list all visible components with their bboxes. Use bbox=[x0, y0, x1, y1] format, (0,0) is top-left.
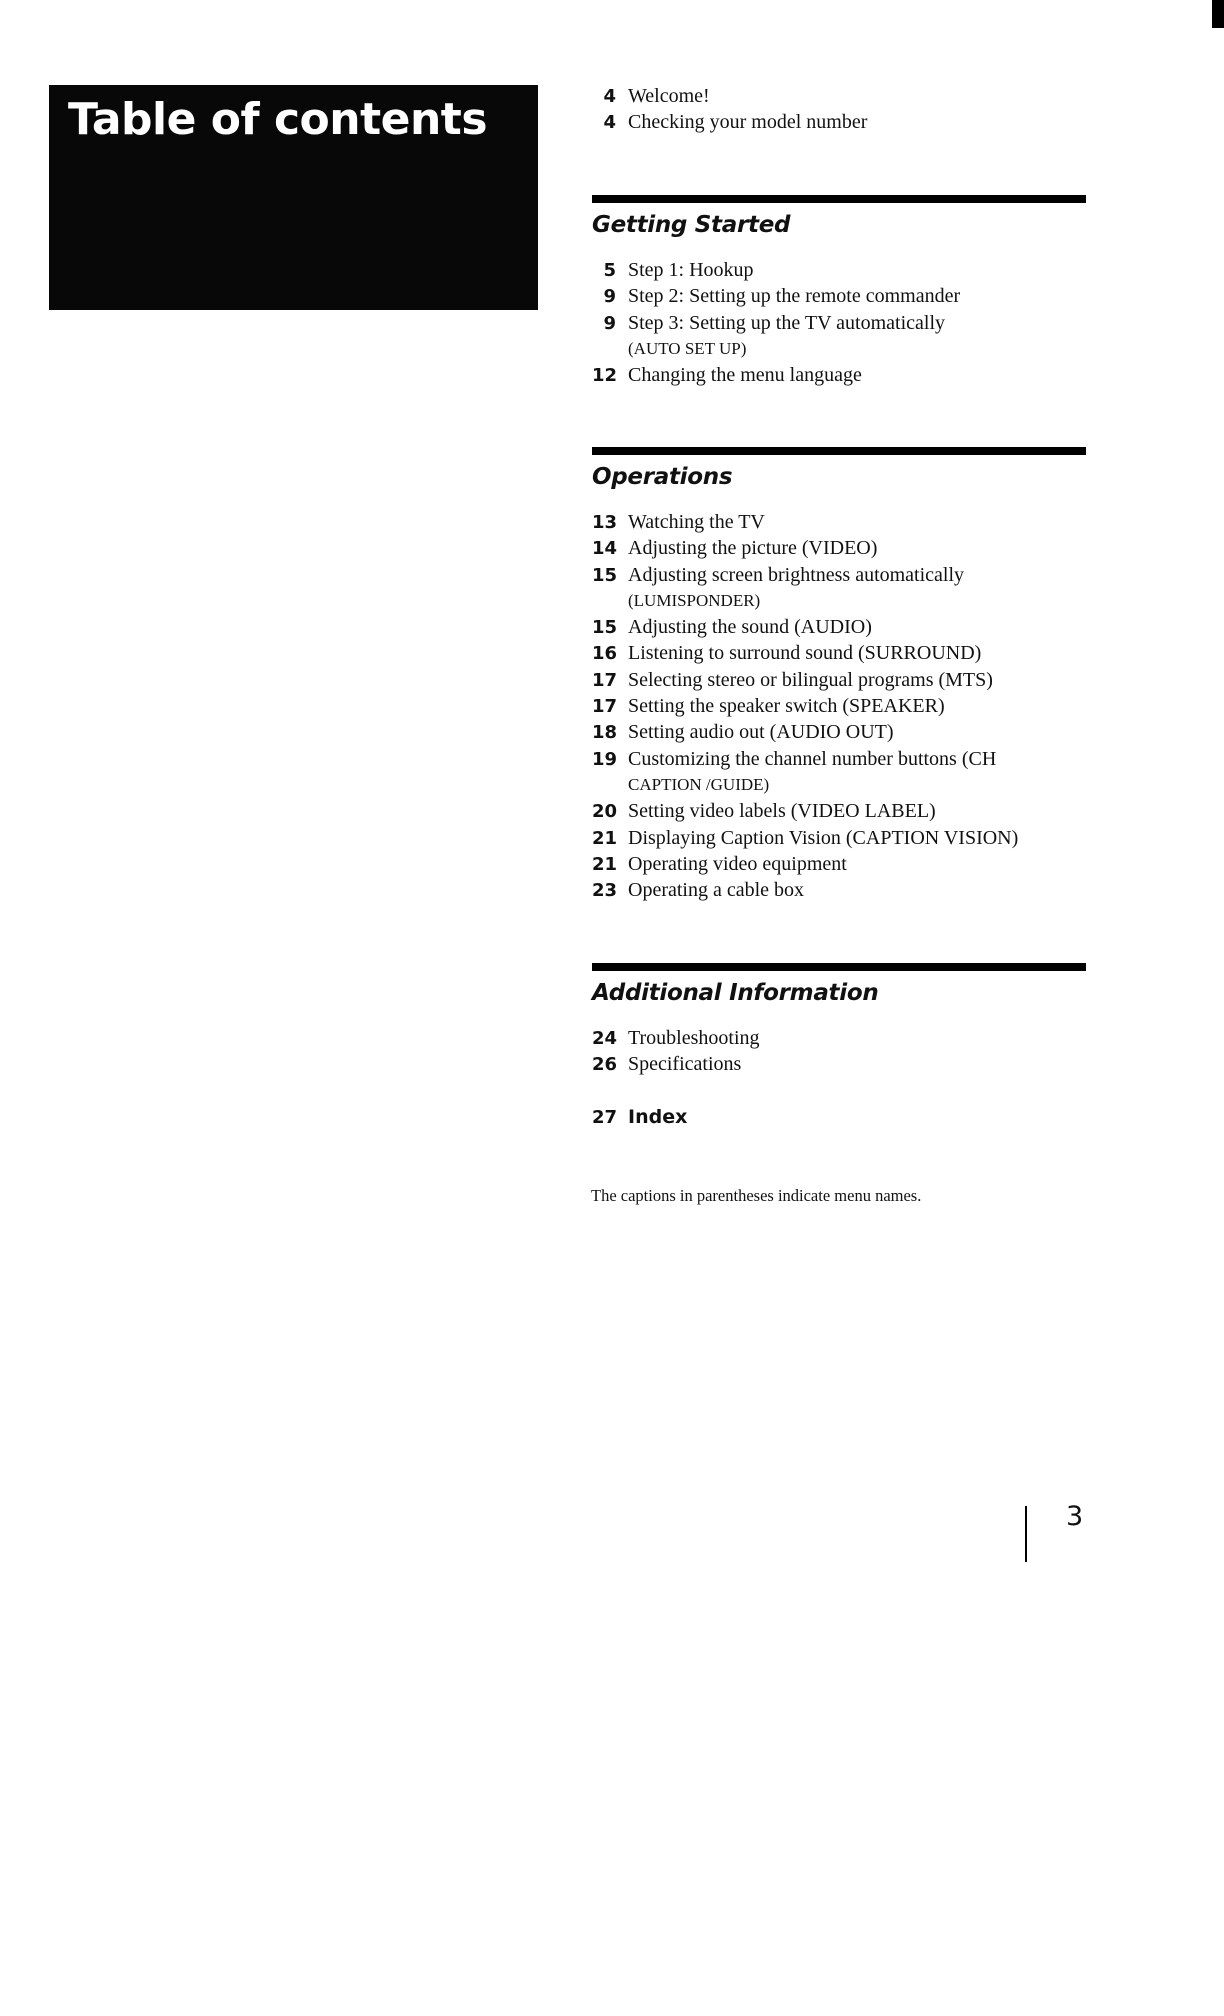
section-list bbox=[592, 257, 1086, 388]
toc-entry-title: Step 1: Hookup bbox=[628, 259, 754, 281]
toc-entry-title: Checking your model number bbox=[628, 111, 868, 134]
toc-entry[interactable] bbox=[592, 614, 1086, 640]
toc-page-number: 27 bbox=[592, 1106, 618, 1128]
section-additional-information bbox=[592, 963, 1086, 1130]
toc-entry-title: Troubleshooting bbox=[628, 1027, 760, 1049]
section-heading: Operations bbox=[592, 464, 733, 490]
section-operations bbox=[592, 447, 1086, 903]
toc-entry[interactable] bbox=[592, 562, 1086, 588]
toc-entry-title: Setting video labels (VIDEO LABEL) bbox=[628, 800, 936, 823]
intro-list bbox=[592, 83, 1086, 136]
toc-entry-title: Operating video equipment bbox=[628, 852, 847, 875]
toc-page-number: 26 bbox=[592, 1054, 618, 1076]
toc-entry-title: Specifications bbox=[628, 1053, 742, 1076]
title-banner bbox=[49, 85, 538, 310]
toc-page-number: 21 bbox=[592, 853, 618, 875]
toc-page-number: 17 bbox=[592, 669, 618, 691]
toc-entry-continuation: CAPTION /GUIDE) bbox=[628, 774, 770, 794]
toc-entry[interactable] bbox=[592, 746, 1086, 772]
toc-entry[interactable] bbox=[592, 509, 1086, 535]
section-rule bbox=[592, 195, 1086, 203]
toc-entry[interactable] bbox=[592, 719, 1086, 745]
toc-page-number: 15 bbox=[592, 564, 618, 586]
toc-entry-index[interactable] bbox=[592, 1104, 1086, 1130]
toc-entry-title: Welcome! bbox=[628, 85, 710, 107]
page-number: 3 bbox=[1066, 1501, 1084, 1532]
section-getting-started bbox=[592, 195, 1086, 388]
toc-entry-title: Setting the speaker switch (SPEAKER) bbox=[628, 695, 945, 718]
toc-entry[interactable] bbox=[592, 798, 1086, 824]
toc-page-number: 12 bbox=[592, 365, 618, 387]
toc-entry-title: Customizing the channel number buttons (CH bbox=[628, 747, 997, 770]
toc-page-number: 4 bbox=[603, 112, 616, 134]
toc-entry[interactable] bbox=[592, 109, 1086, 135]
toc-page-number: 18 bbox=[592, 722, 618, 744]
toc-entry-title: Adjusting the sound (AUDIO) bbox=[628, 616, 872, 639]
toc-entry-title: Selecting stereo or bilingual programs (MTS) bbox=[628, 668, 993, 691]
section-list bbox=[592, 509, 1086, 903]
toc-entry-title: Operating a cable box bbox=[628, 879, 805, 902]
toc-entry-title: Watching the TV bbox=[628, 511, 765, 533]
toc-entry-title: Step 3: Setting up the TV automatically bbox=[628, 311, 946, 334]
toc-page-number: 4 bbox=[603, 86, 616, 107]
toc-entry-title: Changing the menu language bbox=[628, 364, 862, 387]
toc-entry[interactable] bbox=[592, 535, 1086, 561]
corner-registration-mark bbox=[1212, 0, 1224, 28]
toc-page-number: 9 bbox=[603, 312, 616, 334]
toc-page-number: 9 bbox=[603, 286, 616, 308]
toc-entry[interactable] bbox=[592, 83, 1086, 109]
toc-entry[interactable] bbox=[592, 362, 1086, 388]
page-title: Table of contents bbox=[68, 94, 488, 145]
toc-page-number: 24 bbox=[592, 1028, 618, 1049]
footnote: The captions in parentheses indicate menu names. bbox=[591, 1186, 922, 1205]
toc-entry[interactable] bbox=[592, 693, 1086, 719]
page-number-rule bbox=[1025, 1506, 1027, 1562]
section-rule bbox=[592, 963, 1086, 971]
toc-page-number: 20 bbox=[592, 801, 618, 823]
toc-page-number: 15 bbox=[592, 617, 618, 639]
toc-page-number: 14 bbox=[592, 538, 618, 560]
section-rule bbox=[592, 447, 1086, 455]
toc-entry[interactable] bbox=[592, 1025, 1086, 1051]
toc-page-number: 23 bbox=[592, 880, 618, 902]
toc-entry-continuation: (LUMISPONDER) bbox=[628, 590, 761, 610]
toc-page-number: 19 bbox=[592, 748, 618, 770]
toc-entry[interactable] bbox=[592, 283, 1086, 309]
toc-entry-title: Adjusting the picture (VIDEO) bbox=[628, 537, 878, 560]
toc-entry-title: Listening to surround sound (SURROUND) bbox=[628, 642, 982, 665]
toc-entry[interactable] bbox=[592, 1051, 1086, 1077]
toc-entry[interactable] bbox=[592, 257, 1086, 283]
toc-page-number: 13 bbox=[592, 512, 618, 533]
toc-entry[interactable] bbox=[592, 851, 1086, 877]
section-heading: Additional Information bbox=[592, 980, 879, 1006]
toc-entry-title: Adjusting screen brightness automatically bbox=[628, 563, 965, 586]
toc-entry-title: Setting audio out (AUDIO OUT) bbox=[628, 721, 894, 744]
toc-entry[interactable] bbox=[592, 640, 1086, 666]
toc-page-number: 17 bbox=[592, 696, 618, 718]
section-heading: Getting Started bbox=[592, 212, 791, 238]
toc-page-number: 5 bbox=[603, 260, 616, 281]
toc-entry-continuation: (AUTO SET UP) bbox=[628, 338, 747, 358]
toc-entry-title: Step 2: Setting up the remote commander bbox=[628, 285, 961, 308]
toc-entry[interactable] bbox=[592, 667, 1086, 693]
toc-entry-title: Index bbox=[628, 1105, 688, 1128]
toc-entry[interactable] bbox=[592, 310, 1086, 336]
section-list bbox=[592, 1025, 1086, 1130]
toc-entry[interactable] bbox=[592, 877, 1086, 903]
toc-entry[interactable] bbox=[592, 825, 1086, 851]
toc-page-number: 16 bbox=[592, 643, 618, 665]
toc-page-number: 21 bbox=[592, 827, 618, 849]
toc-entry-title: Displaying Caption Vision (CAPTION VISION) bbox=[628, 826, 1019, 849]
